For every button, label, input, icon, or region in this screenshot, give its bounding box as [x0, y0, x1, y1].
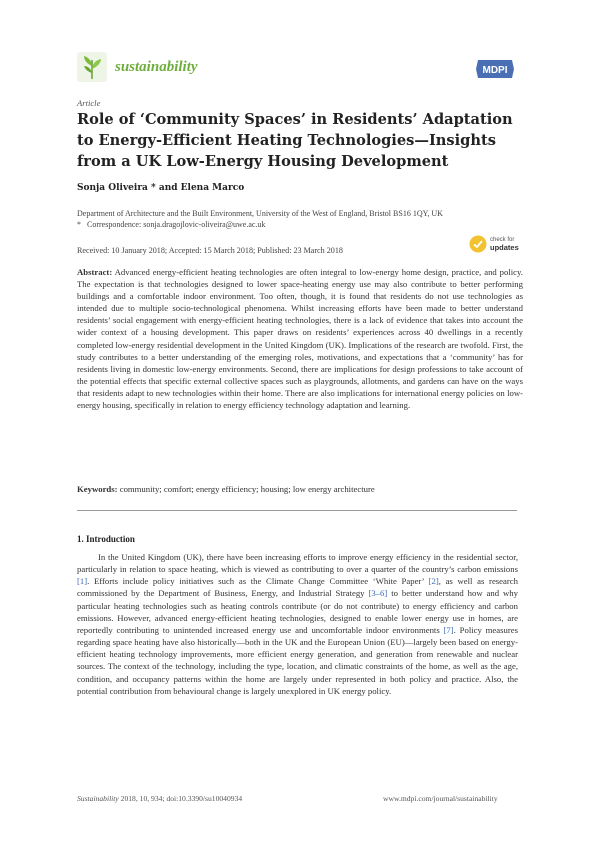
intro-text-1: In the United Kingdom (UK), there have been increasing efforts to improve energy efficiency in the residential sector, particularly in relation to space heating, which is viewed as contributing to over a quarter of the country’s carbon emissions [77, 552, 518, 575]
affiliation: Department of Architecture and the Built Environment, University of the West of England, Bristol BS16 1QY, UK [77, 209, 443, 218]
footer-journal: Sustainability [77, 794, 119, 803]
journal-logo[interactable] [77, 52, 198, 82]
correspondence-text[interactable]: Correspondence: sonja.dragojlovic-oliveira@uwe.ac.uk [87, 220, 266, 229]
check-updates-icon [469, 235, 487, 253]
authors: Sonja Oliveira * and Elena Marco [77, 183, 245, 193]
citation-link[interactable]: [3–6] [368, 588, 388, 599]
check-updates-badge[interactable] [469, 235, 519, 253]
intro-text-4: to better understand how and why particular heating technologies such as heating controls contribute (or do not contribute) to energy efficiency and carbon emissions. However, advanced energy-efficient heating technologies, designed to enable lower energy use in homes, are reportedly contributing to unintended increased energy use and uncomfortable indoor environments [77, 588, 518, 635]
abstract-label: Abstract: [77, 267, 113, 277]
introduction-paragraph [77, 551, 518, 697]
mdpi-logo-text: MDPI [482, 65, 508, 76]
abstract [77, 266, 523, 411]
keywords-label: Keywords: [77, 484, 118, 494]
correspondence [77, 220, 265, 229]
citation-link[interactable]: [2] [428, 576, 439, 587]
mdpi-logo-icon[interactable] [474, 58, 516, 80]
check-updates-line2: updates [490, 243, 519, 252]
section-heading-introduction: 1. Introduction [77, 534, 135, 544]
intro-text-5: . Policy measures regarding space heating have also historically—both in the UK and the European Union (EU)—largely been based on energy-efficient heating technology improvements, more efficient energy generation, and generation from renewable and nuclear sources. The context of the technology, including the type, location, and climatic constraints of the home, as well as the age, condition, and occupancy patterns within the home are largely under represented in both policy and practice. Also, the potential contribution from behavioural change is largely unexplored in UK energy policy. [77, 624, 518, 696]
leaf-icon [77, 52, 107, 82]
article-title: Role of ‘Community Spaces’ in Residents’ Adaptation to Energy-Efficient Heating Technologies—Insights from a UK Low-Energy Housing Development [77, 111, 513, 170]
publication-dates: Received: 10 January 2018; Accepted: 15 March 2018; Published: 23 March 2018 [77, 246, 343, 255]
footer-citation [77, 794, 242, 803]
intro-text-2: . Efforts include policy initiatives such as the Climate Change Committee ‘White Paper’ [87, 576, 429, 587]
section-divider [77, 510, 517, 511]
footer-url[interactable]: www.mdpi.com/journal/sustainability [383, 794, 498, 803]
check-updates-line1: check for [490, 237, 515, 243]
journal-name: sustainability [115, 58, 198, 75]
correspondence-star: * [77, 220, 81, 229]
abstract-text: Advanced energy-efficient heating technologies are often integral to low-energy home design, practice, and policy. The expectation is that technologies designed to lower space-heating energy use may also contribute to better performing buildings and a comfortable indoor environment. Too often, though, it is found that residents do not use technologies as intended due to multiple socio-technological phenomena. Whilst increasing efforts have been made to better understand residents’ social engagement with energy-efficient heating technologies, there is a lack of evidence that takes into account the wider context of a housing development. This paper draws on residents’ experiences across 40 dwellings in a recently completed low-energy residential development in the United Kingdom (UK). Implications of the research are twofold. First, the study contributes to a better understanding of the emerging roles, motivations, and expectations that a ‘community’ has for residents living in domestic low-energy environments. Second, there are implications for design professions to take account of the potential effects that specific external collective spaces such as playgrounds, allotments, and gardens can have on the ways that residents adapt to new technologies within their home. There are also implications for international energy policies on low-energy housing, specifically in relation to energy efficiency technology adaptation and learning. [77, 267, 523, 411]
footer-doi[interactable]: 2018, 10, 934; doi:10.3390/su10040934 [118, 794, 243, 803]
keywords [77, 484, 375, 494]
keywords-text: community; comfort; energy efficiency; housing; low energy architecture [119, 484, 375, 494]
citation-link[interactable]: [7] [443, 624, 454, 635]
article-type: Article [77, 98, 101, 108]
intro-text-3: , as well as research commissioned by the Department of Business, Energy, and Industrial Strategy [77, 576, 518, 599]
citation-link[interactable]: [1] [77, 576, 88, 587]
